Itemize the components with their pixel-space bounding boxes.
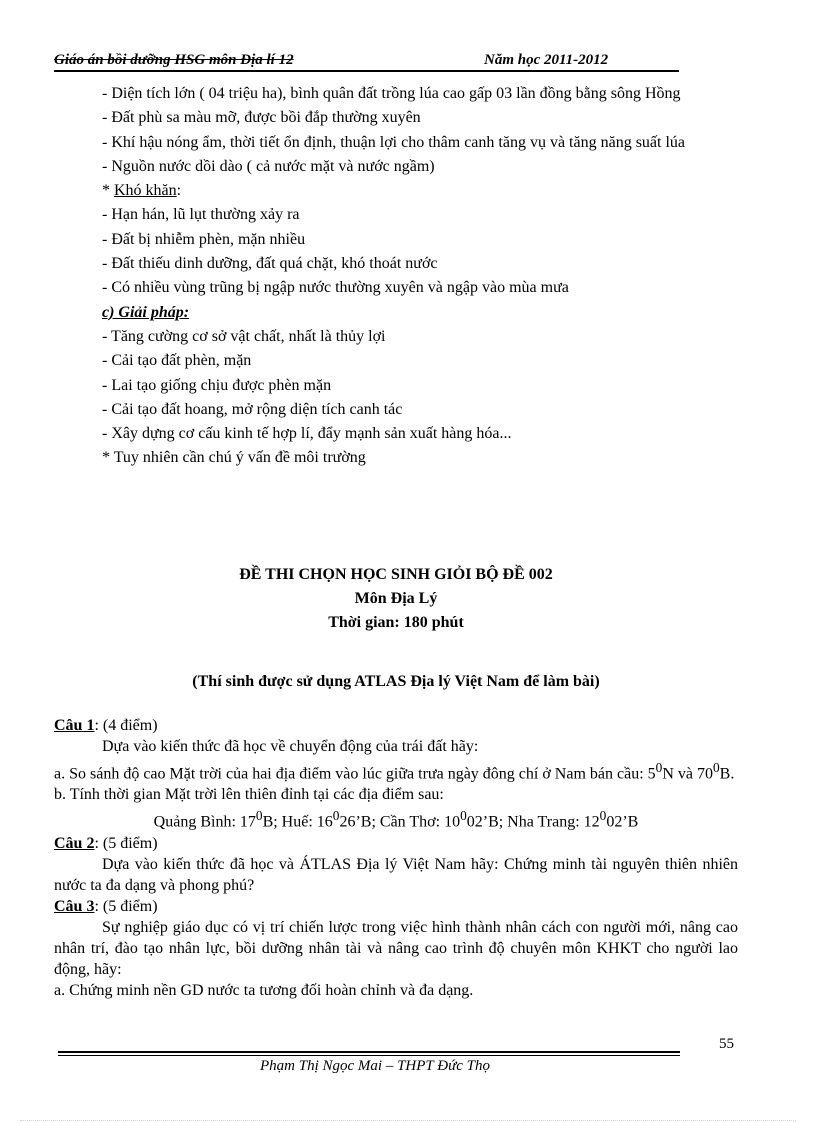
footer-rule (58, 1051, 680, 1053)
locations-line: Quảng Bình: $17^0B$; Huế: $16^026’B$; Cần Thơ: $10^002’B$; Nha Trang: $12^002’B$ (153, 808, 639, 831)
difficulty-heading: * Khó khăn: (102, 182, 182, 200)
question-marks: : (5 điểm) (94, 897, 158, 915)
question-text: Dựa vào kiến thức đã học về chuyển động của trái đất hãy: (102, 738, 479, 755)
page-number: 55 (719, 1036, 734, 1052)
footer-author: Phạm Thị Ngọc Mai – THPT Đức Thọ (260, 1058, 491, 1074)
question-label: Câu 2 (54, 834, 95, 852)
solution-line: - Xây dựng cơ cấu kinh tế hợp lí, đẩy mạnh sản xuất hàng hóa... (102, 425, 512, 443)
page-edge (20, 1120, 796, 1121)
header-rule (54, 70, 679, 72)
footer-rule-thin (58, 1055, 680, 1056)
difficulty-line: - Đất bị nhiễm phèn, mặn nhiều (102, 230, 306, 248)
question-3 (54, 896, 738, 1001)
page-header (54, 52, 679, 69)
exam-time: Thời gian: 180 phút (328, 614, 464, 631)
difficulty-line: - Hạn hán, lũ lụt thường xảy ra (102, 206, 300, 224)
question-part: a. So sánh độ cao Mặt trời của hai địa điểm vào lúc giữa trưa ngày đông chí ở Nam bán cầu: $5^0N$ và $70^0B$. (54, 760, 735, 783)
solution-line: - Tăng cường cơ sở vật chất, nhất là thủy lợi (102, 327, 386, 345)
advantage-line: - Đất phù sa màu mỡ, được bồi đắp thường xuyên (102, 109, 421, 127)
header-title: Giáo án bồi dưỡng HSG môn Địa lí 12 (54, 52, 294, 68)
solution-heading: c) Giải pháp: (102, 303, 190, 321)
question-2 (54, 833, 738, 896)
advantage-line: - Khí hậu nóng ẩm, thời tiết ổn định, thuận lợi cho thâm canh tăng vụ và tăng năng suất lúa (102, 133, 686, 151)
difficulty-line: - Có nhiều vùng trũng bị ngập nước thường xuyên và ngập vào mùa mưa (102, 279, 569, 297)
question-text: Dựa vào kiến thức đã học và ÁTLAS Địa lý Việt Nam hãy: Chứng minh tài nguyên thiên nhiên nước ta đa dạng và phong phú? (54, 855, 738, 894)
question-label: Câu 1 (54, 717, 95, 734)
difficulty-line: - Đất thiếu dinh dưỡng, đất quá chặt, khó thoát nước (102, 255, 438, 273)
solution-line: - Lai tạo giống chịu được phèn mặn (102, 376, 332, 394)
questions (54, 715, 738, 1001)
question-text: Sự nghiệp giáo dục có vị trí chiến lược trong việc hình thành nhân cách con người mới, nâng cao nhân trí, đào tạo nhân lực, bồi dưỡng nhân tài và nâng cao trình độ chuyên môn KHKT cho người lao động, hãy: (54, 918, 738, 978)
question-1 (54, 715, 738, 833)
exam-title-block (54, 563, 738, 635)
header-school-year: Năm học 2011-2012 (484, 52, 609, 68)
solution-line: - Cải tạo đất hoang, mở rộng diện tích canh tác (102, 400, 403, 418)
question-label: Câu 3 (54, 897, 95, 915)
advantage-line: - Diện tích lớn ( 04 triệu ha), bình quân đất trồng lúa cao gấp 03 lần đồng bằng sông Hồng (102, 85, 681, 102)
exam-title: ĐỀ THI CHỌN HỌC SINH GIỎI BỘ ĐỀ 002 (239, 566, 553, 583)
solution-line: - Cải tạo đất phèn, mặn (102, 352, 252, 370)
exam-subject: Môn Địa Lý (354, 590, 438, 607)
advantage-line: - Nguồn nước dồi dào ( cả nước mặt và nước ngầm) (102, 157, 435, 175)
question-marks: : (5 điểm) (94, 834, 158, 852)
question-part: b. Tính thời gian Mặt trời lên thiên đỉnh tại các địa điểm sau: (54, 786, 444, 804)
question-marks: : (4 điểm) (94, 717, 158, 734)
question-part: a. Chứng minh nền GD nước ta tương đối hoàn chỉnh và đa dạng. (54, 981, 474, 999)
solution-note: * Tuy nhiên cần chú ý vấn đề môi trường (102, 449, 366, 467)
lesson-content (54, 82, 738, 471)
exam-note: (Thí sinh được sử dụng ATLAS Địa lý Việt Nam để làm bài) (192, 673, 600, 690)
